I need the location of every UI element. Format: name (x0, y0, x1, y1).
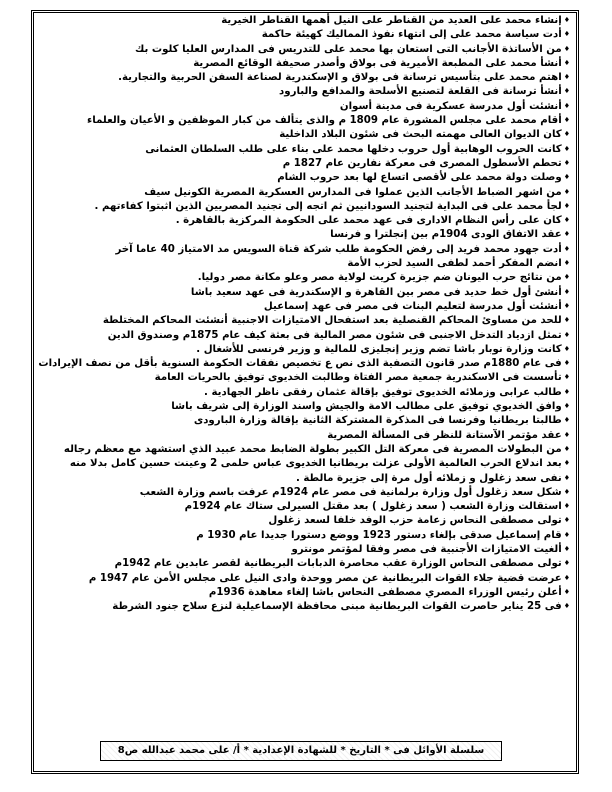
diamond-bullet-icon: ♦ (563, 187, 570, 196)
fact-text: للحد من مساوئ المحاكم القنصلية بعد استفحال الامتيازات الاجنبية أنشئت المحاكم المختلطة (102, 315, 562, 327)
diamond-bullet-icon: ♦ (563, 101, 570, 110)
fact-line (36, 256, 572, 270)
diamond-bullet-icon: ♦ (563, 58, 570, 67)
fact-text: عرضت قضية جلاء القوات البريطانية عن مصر ووحدة وادى النيل على مجلس الأمن عام 1947 م (88, 572, 562, 584)
fact-line (36, 513, 572, 527)
fact-line (36, 342, 572, 356)
diamond-bullet-icon: ♦ (563, 158, 570, 167)
diamond-bullet-icon: ♦ (563, 359, 570, 368)
fact-text: وصلت دولة محمد على لأقصى اتساع لها بعد حروب الشام (277, 172, 562, 184)
diamond-bullet-icon: ♦ (563, 402, 570, 411)
fact-line (36, 328, 572, 342)
fact-text: اهتم محمد على بتأسيس ترسانة فى بولاق و الإسكندرية لصناعة السفن الحربية والتجارية. (118, 72, 562, 84)
fact-line (36, 113, 572, 127)
fact-text: عقد مؤتمر الآستانة للنظر فى المسألة المصرية (327, 429, 562, 441)
fact-line (36, 442, 572, 456)
diamond-bullet-icon: ♦ (563, 373, 570, 382)
fact-text: شكل سعد زغلول أول وزارة برلمانية فى مصر عام 1924م عرفت باسم وزارة الشعب (139, 486, 562, 498)
fact-text: من نتائج حرب اليونان ضم جزيرة كريت لولاية مصر وعلو مكانة مصر دوليا. (197, 272, 562, 284)
fact-text: أنشأ محمد على المطبعة الأميرية فى بولاق وأصدر صحيفة الوقائع المصرية (193, 57, 562, 69)
fact-line (36, 528, 572, 542)
fact-line (36, 84, 572, 98)
fact-text: قام إسماعيل صدقى بإلغاء دستور 1923 ووضع دستورا جديدا عام 1930 م (196, 529, 562, 541)
fact-text: كانت الحروب الوهابية أول حروب دخلها محمد على بناء على طلب السلطان العثمانى (145, 143, 562, 155)
fact-line (36, 356, 572, 370)
fact-line (36, 599, 572, 613)
fact-text: تولى مصطفى النحاس زعامة حزب الوفد خلفا لسعد زغلول (268, 515, 562, 527)
diamond-bullet-icon: ♦ (563, 473, 570, 482)
fact-line (36, 385, 572, 399)
fact-line (36, 571, 572, 585)
fact-text: طالبتا بريطانيا وفرنسا فى المذكرة المشتركة الثانية بإقالة وزارة البارودى (193, 415, 562, 427)
diamond-bullet-icon: ♦ (563, 387, 570, 396)
fact-text: كان الديوان العالى مهمته البحث فى شئون البلاد الداخلية (279, 129, 562, 141)
diamond-bullet-icon: ♦ (563, 587, 570, 596)
fact-line (36, 127, 572, 141)
fact-text: بعد اندلاع الحرب العالمية الأولى عزلت بريطانيا الخديوى عباس حلمى 2 وعينت حسين كامل بدلا منه (69, 458, 562, 470)
diamond-bullet-icon: ♦ (563, 301, 570, 310)
diamond-bullet-icon: ♦ (563, 273, 570, 282)
fact-text: عقد الاتفاق الودى 1904م بين إنجلترا و فرنسا (330, 229, 562, 241)
fact-line (36, 99, 572, 113)
fact-text: انضم المفكر أحمد لطفى السيد لحزب الأمة (347, 258, 562, 270)
fact-line (36, 556, 572, 570)
fact-line (36, 227, 572, 241)
fact-text: فى 25 يناير حاصرت القوات البريطانية مبنى محافظة الإسماعيلية لنزع سلاح جنود الشرطة (112, 601, 562, 613)
fact-line (36, 270, 572, 284)
diamond-bullet-icon: ♦ (563, 16, 570, 24)
diamond-bullet-icon: ♦ (563, 316, 570, 325)
diamond-bullet-icon: ♦ (563, 444, 570, 453)
fact-line (36, 199, 572, 213)
diamond-bullet-icon: ♦ (563, 230, 570, 239)
fact-line (36, 142, 572, 156)
fact-text: تأسست فى الاسكندرية جمعية مصر الفتاة وطالبت الخديوى توفيق بالحريات العامة (154, 372, 562, 384)
fact-text: تحطم الأسطول المصرى فى معركة نفارين عام 1827 م (282, 157, 562, 169)
diamond-bullet-icon: ♦ (563, 201, 570, 210)
fact-text: أنشأ ترسانة فى القلعة لتصنيع الأسلحة والمدافع والبارود (279, 86, 562, 98)
diamond-bullet-icon: ♦ (563, 573, 570, 582)
fact-text: استقالت وزارة الشعب ( سعد زغلول ) بعد مقتل السيرلى ستاك عام 1924م (184, 501, 562, 513)
fact-text: أدت سياسة محمد على إلى انتهاء نفوذ المماليك كهيئة حاكمة (261, 29, 562, 41)
fact-line (36, 313, 572, 327)
diamond-bullet-icon: ♦ (563, 73, 570, 82)
fact-text: كانت وزارة نوبار باشا تضم وزير إنجليزى للمالية و وزير فرنسى للأشغال . (196, 343, 562, 355)
fact-line (36, 213, 572, 227)
fact-text: من البطولات المصرية فى معركة التل الكبير بطولة الضابط محمد عبيد الذي استشهد مع معظم رجاله (63, 443, 562, 455)
fact-line (36, 413, 572, 427)
fact-line (36, 585, 572, 599)
fact-line (36, 13, 572, 27)
diamond-bullet-icon: ♦ (563, 130, 570, 139)
diamond-bullet-icon: ♦ (563, 487, 570, 496)
fact-line (36, 156, 572, 170)
fact-line (36, 370, 572, 384)
diamond-bullet-icon: ♦ (563, 44, 570, 53)
fact-text: أنشئت أول مدرسة عسكرية فى مدينة أسوان (339, 100, 562, 112)
fact-text: أدت جهود محمد فريد إلى رفض الحكومة طلب شركة قناة السويس مد الامتياز 40 عاما آخر (115, 243, 562, 255)
fact-text: وافق الخديوي توفيق على مطالب الامة والجيش واسند الوزارة إلى شريف باشا (171, 401, 562, 413)
fact-text: ألغيت الامتيازات الأجنبية فى مصر وفقا لمؤتمر مونترو (291, 543, 562, 555)
diamond-bullet-icon: ♦ (563, 116, 570, 125)
fact-text: تمثل ازدياد التدخل الاجنبى فى شئون مصر المالية فى بعثة كيف عام 1875م وصندوق الدين (107, 329, 562, 341)
fact-line (36, 42, 572, 56)
fact-line (36, 456, 572, 470)
fact-line (36, 542, 572, 556)
diamond-bullet-icon: ♦ (563, 144, 570, 153)
diamond-bullet-icon: ♦ (563, 459, 570, 468)
diamond-bullet-icon: ♦ (563, 173, 570, 182)
fact-line (36, 27, 572, 41)
fact-text: أنشئ أول خط حديد فى مصر بين القاهرة و الإسكندرية فى عهد سعيد باشا (190, 286, 562, 298)
diamond-bullet-icon: ♦ (563, 416, 570, 425)
fact-text: إنشاء محمد على العديد من القناطر على النيل أهمها القناطر الخيرية (221, 15, 562, 26)
fact-text: أقام محمد على مجلس المشورة عام 1809 م والذى يتألف من كبار الموظفين و الأعيان والعلماء (87, 115, 562, 127)
diamond-bullet-icon: ♦ (563, 87, 570, 96)
fact-line (36, 471, 572, 485)
fact-text: أنشئت أول مدرسة لتعليم البنات فى مصر فى عهد إسماعيل (263, 300, 562, 312)
diamond-bullet-icon: ♦ (563, 30, 570, 39)
fact-line (36, 56, 572, 70)
fact-line (36, 485, 572, 499)
fact-text: فى عام 1880م صدر قانون التصفية الذى نص ع تخصيص نفقات الحكومة السنوية بأقل من نصف الإيرادات (38, 358, 562, 370)
fact-text: من اشهر الضباط الأجانب الذين عملوا فى المدارس العسكرية المصرية الكونيل سيف (144, 186, 562, 198)
diamond-bullet-icon: ♦ (563, 602, 570, 611)
fact-line (36, 399, 572, 413)
fact-text: طالب عرابى وزملائه الخديوى توفيق بإقالة عثمان رفقى ناظر الجهادية . (204, 386, 562, 398)
fact-line (36, 70, 572, 84)
diamond-bullet-icon: ♦ (563, 344, 570, 353)
fact-text: من الأساتذة الأجانب التى استعان بها محمد على للتدريس فى المدارس العليا كلوت بك (134, 43, 562, 55)
diamond-bullet-icon: ♦ (563, 530, 570, 539)
diamond-bullet-icon: ♦ (563, 216, 570, 225)
diamond-bullet-icon: ♦ (563, 502, 570, 511)
fact-line (36, 299, 572, 313)
fact-line (36, 499, 572, 513)
fact-text: لجأ محمد على فى البداية لتجنيد السودانيين ثم اتجه إلى تجنيد المصريين الذين اثبتوا كفاءتهم . (94, 200, 562, 212)
fact-text: تولى مصطفى النحاس الوزارة عقب محاصرة الدبابات البريطانية لقصر عابدين عام 1942م (114, 558, 562, 570)
fact-line (36, 242, 572, 256)
fact-line (36, 170, 572, 184)
diamond-bullet-icon: ♦ (563, 330, 570, 339)
page-footer: سلسلة الأوائل فى * التاريخ * للشهادة الإعدادية * أ/ على محمد عبدالله ص8 (100, 741, 502, 761)
facts-list (36, 13, 572, 740)
fact-line (36, 185, 572, 199)
diamond-bullet-icon: ♦ (563, 244, 570, 253)
diamond-bullet-icon: ♦ (563, 559, 570, 568)
diamond-bullet-icon: ♦ (563, 544, 570, 553)
fact-line (36, 285, 572, 299)
fact-text: كان على رأس النظام الادارى فى عهد محمد على الحكومة المركزية بالقاهرة . (175, 215, 562, 227)
diamond-bullet-icon: ♦ (563, 430, 570, 439)
fact-text: أعلن رئيس الوزراء المصري مصطفى النحاس باشا إلغاء معاهدة 1936م (208, 586, 562, 598)
diamond-bullet-icon: ♦ (563, 259, 570, 268)
fact-text: نفى سعد زغلول و زملائه أول مرة إلى جزيرة مالطة . (295, 472, 562, 484)
diamond-bullet-icon: ♦ (563, 287, 570, 296)
fact-line (36, 428, 572, 442)
diamond-bullet-icon: ♦ (563, 516, 570, 525)
